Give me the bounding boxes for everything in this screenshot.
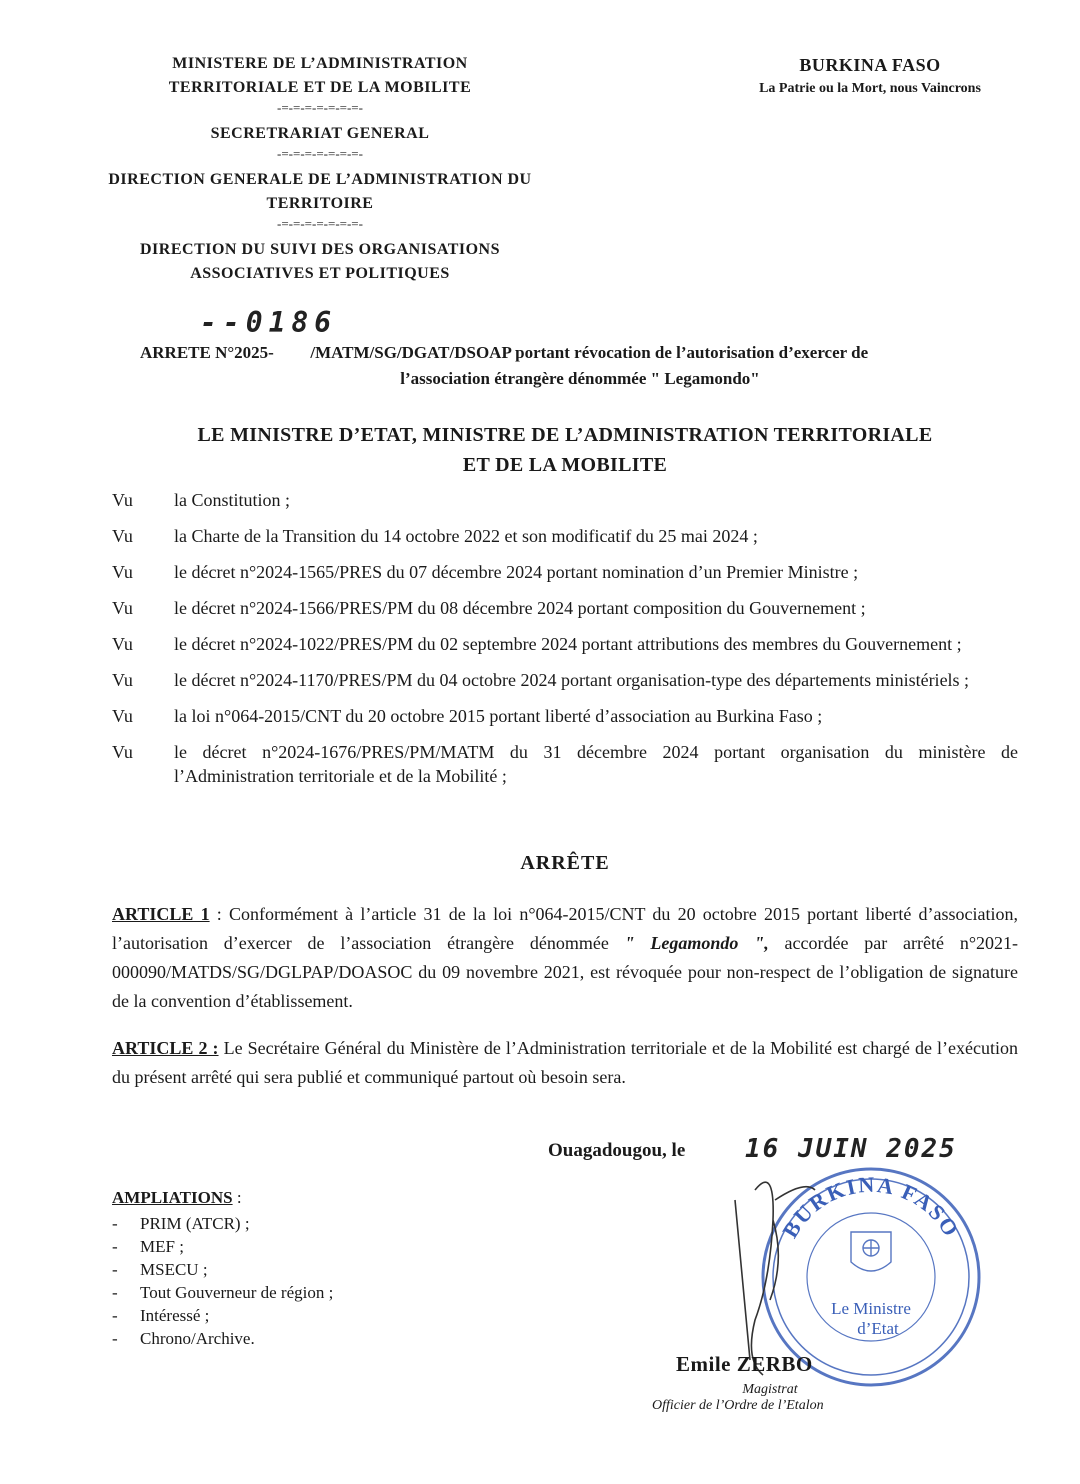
ampliation-entry: MSECU ; [140, 1260, 208, 1279]
seal-minister-text: Le Ministre [831, 1299, 911, 1318]
vu-label: Vu [112, 634, 133, 654]
handwritten-arrete-number: --0186 [200, 306, 338, 339]
list-item: - Tout Gouverneur de région ; [112, 1283, 334, 1302]
association-name: " Legamondo ", [624, 933, 769, 953]
vu-text: le décret n°2024-1170/PRES/PM du 04 octobre 2024 portant organisation-type des départements ministériels ; [174, 670, 970, 690]
list-item: - PRIM (ATCR) ; [112, 1214, 250, 1233]
direction-suivi-line-2: ASSOCIATIVES ET POLITIQUES [190, 265, 450, 282]
vu-label: Vu [112, 526, 133, 546]
article-2 [112, 1034, 1018, 1092]
ampliations-list [112, 1212, 333, 1350]
vu-item [112, 596, 1018, 620]
vu-item [112, 668, 1018, 692]
vu-text: le décret n°2024-1676/PRES/PM/MATM du 31 décembre 2024 portant organisation du ministère de l’Administration territoriale et de la Mobilité ; [174, 742, 1018, 786]
direction-generale-line-2: TERRITOIRE [266, 195, 374, 212]
vu-text: le décret n°2024-1565/PRES du 07 décembre 2024 portant nomination d’un Premier Ministre ; [174, 562, 859, 582]
ampliation-entry: Tout Gouverneur de région ; [140, 1283, 334, 1302]
vu-text: la Charte de la Transition du 14 octobre 2022 et son modificatif du 25 mai 2024 ; [174, 526, 758, 546]
vu-item [112, 704, 1018, 728]
minister-heading-line-2: ET DE LA MOBILITE [462, 454, 668, 476]
ministry-line-2: TERRITORIALE ET DE LA MOBILITE [168, 79, 472, 96]
ampliation-entry: Chrono/Archive. [140, 1329, 255, 1348]
separator: -=-=-=-=-=-=-=- [277, 146, 363, 161]
ampliations-colon: : [232, 1188, 242, 1207]
vu-item [112, 524, 1018, 548]
separator: -=-=-=-=-=-=-=- [277, 216, 363, 231]
arrete-title-line-1: /MATM/SG/DGAT/DSOAP portant révocation de l’autorisation d’exercer de [310, 343, 869, 362]
list-item: - MEF ; [112, 1237, 184, 1256]
article-2-label: ARTICLE 2 : [112, 1038, 219, 1058]
ministry-header [70, 52, 570, 286]
list-item: - MSECU ; [112, 1260, 208, 1279]
article-2-text: Le Secrétaire Général du Ministère de l’Administration territoriale et de la Mobilité est chargé de l’exécution du présent arrêté qui sera publié et communiqué partout où besoin sera. [112, 1038, 1018, 1087]
arrete-title [140, 340, 1020, 392]
vu-label: Vu [112, 706, 133, 726]
article-1-label: ARTICLE 1 [112, 904, 210, 924]
vu-item [112, 632, 1018, 656]
seal-country-text: BURKINA FASO [777, 1171, 965, 1243]
separator: -=-=-=-=-=-=-=- [277, 100, 363, 115]
country-header [700, 52, 1040, 100]
secretariat-line: SECRETRARIAT GENERAL [210, 125, 430, 142]
ministry-line-1: MINISTERE DE L’ADMINISTRATION [172, 55, 468, 72]
ampliations [112, 1188, 333, 1350]
direction-suivi-line-1: DIRECTION DU SUIVI DES ORGANISATIONS [140, 241, 500, 258]
signatory-title-1: Magistrat [742, 1382, 798, 1397]
vu-text: la loi n°064-2015/CNT du 20 octobre 2015 portant liberté d’association au Burkina Faso ; [174, 706, 823, 726]
vu-text: la Constitution ; [174, 490, 291, 510]
article-1-text-a: : Conformément à l’article 31 de la loi n°064-2015/CNT du 20 octobre 2015 portant liberté d’association, l’autorisation d’exercer de l’association étrangère dénommée [112, 904, 1018, 953]
ampliation-entry: Intéressé ; [140, 1306, 210, 1325]
arrete-title-line-2: l’association étrangère dénommée " Legamondo" [400, 369, 760, 388]
vu-list [112, 488, 1018, 800]
signatory-name: Emile ZERBO [676, 1352, 813, 1376]
list-item: - Chrono/Archive. [112, 1329, 255, 1348]
minister-heading [60, 420, 1070, 480]
vu-item [112, 560, 1018, 584]
place-line: Ouagadougou, le [548, 1140, 686, 1161]
vu-text: le décret n°2024-1566/PRES/PM du 08 décembre 2024 portant composition du Gouvernement ; [174, 598, 866, 618]
date-stamp: 16 JUIN 2025 [745, 1134, 957, 1164]
vu-label: Vu [112, 490, 133, 510]
direction-generale-line-1: DIRECTION GENERALE DE L’ADMINISTRATION DU [108, 171, 532, 188]
vu-label: Vu [112, 742, 133, 762]
vu-label: Vu [112, 562, 133, 582]
vu-item [112, 740, 1018, 788]
seal-etat-text: d’Etat [857, 1319, 899, 1338]
vu-label: Vu [112, 670, 133, 690]
vu-item [112, 488, 1018, 512]
vu-text: le décret n°2024-1022/PRES/PM du 02 septembre 2024 portant attributions des membres du Gouvernement ; [174, 634, 962, 654]
ampliation-entry: PRIM (ATCR) ; [140, 1214, 250, 1233]
list-item: - Intéressé ; [112, 1306, 210, 1325]
ampliations-title: AMPLIATIONS [112, 1188, 233, 1207]
arrete-heading: ARRÊTE [520, 852, 610, 874]
minister-heading-line-1: LE MINISTRE D’ETAT, MINISTRE DE L’ADMINISTRATION TERRITORIALE [197, 424, 933, 446]
vu-label: Vu [112, 598, 133, 618]
signatory-title-2: Officier de l’Ordre de l’Etalon [652, 1398, 824, 1413]
ampliation-entry: MEF ; [140, 1237, 184, 1256]
country-name: BURKINA FASO [799, 55, 941, 75]
national-motto: La Patrie ou la Mort, nous Vaincrons [759, 81, 981, 96]
article-1 [112, 900, 1018, 1016]
arrete-number-prefix: ARRETE N°2025- [140, 343, 274, 362]
article-1-text-b: accordée par arrêté n°2021-000090/MATDS/SG/DGLPAP/DOASOC du 09 novembre 2021, est révoquée pour non-respect de l’obligation de signature de la convention d’établissement. [112, 933, 1019, 1011]
